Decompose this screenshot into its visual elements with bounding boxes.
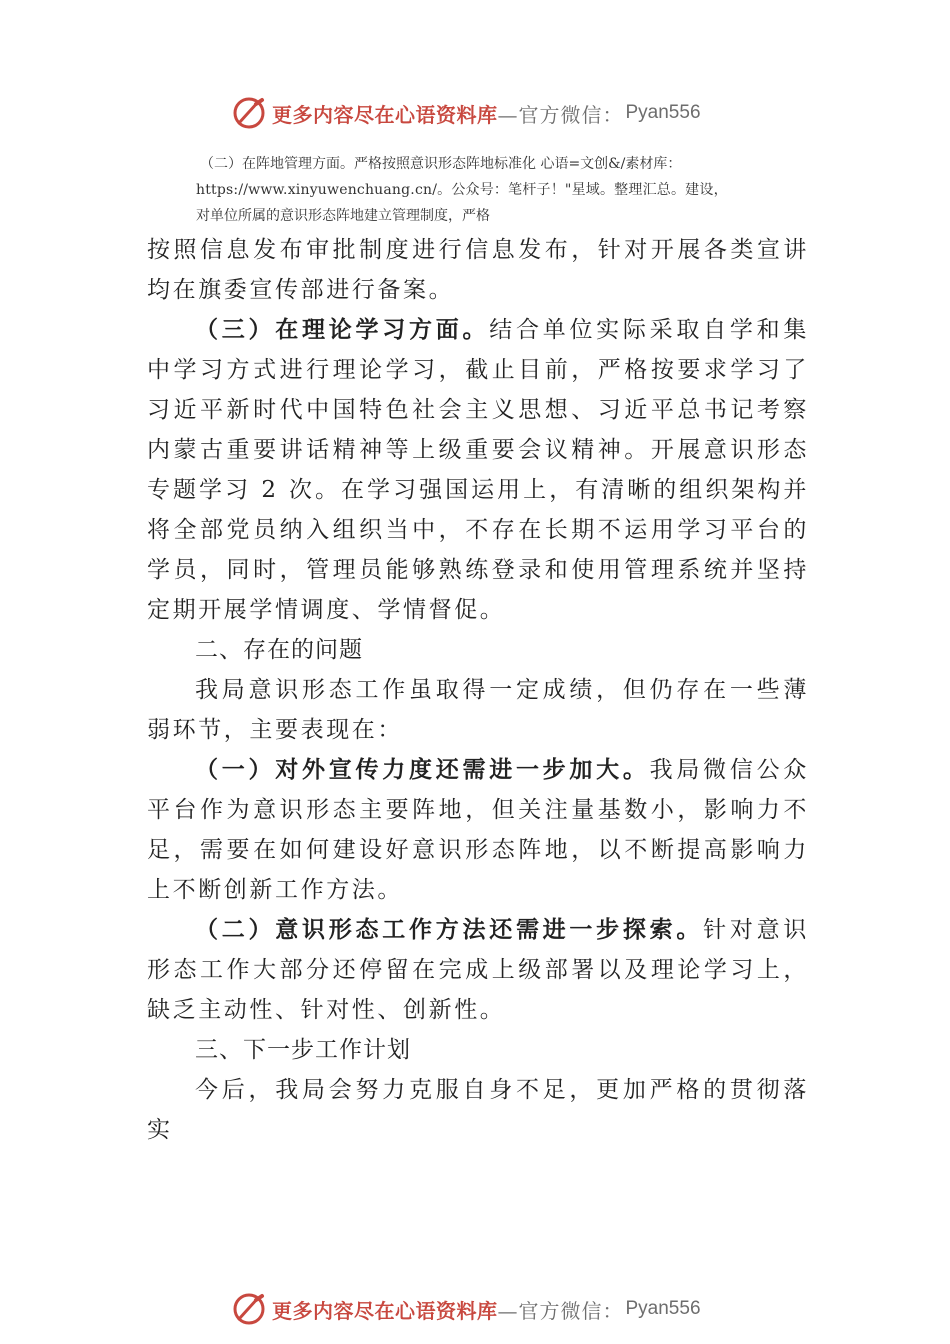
paragraph-text: 我局微信公众平台作为意识形态主要阵地，但关注量基数小，影响力不足，需要在如何建设好意识形态阵地，以不断提高影响力上不断创新工作方法。 <box>147 757 809 903</box>
section-heading-problems: 二、存在的问题 <box>195 637 363 663</box>
paragraph-heading-bold: （一）对外宣传力度还需进一步加大。 <box>195 756 650 783</box>
paragraph-problems-intro: 我局意识形态工作虽取得一定成绩，但仍存在一些薄弱环节，主要表现在： <box>147 677 809 743</box>
small-text-line-3: 对单位所属的意识形态阵地建立管理制度，严格 <box>196 208 490 224</box>
brush-logo-icon <box>232 1292 266 1326</box>
watermark-title: 更多内容尽在心语资料库 <box>272 1298 498 1323</box>
paragraph-heading-bold: （二）意识形态工作方法还需进一步探索。 <box>195 916 704 943</box>
paragraph-1: 按照信息发布审批制度进行信息发布，针对开展各类宣讲均在旗委宣传部进行备案。 <box>147 237 809 303</box>
watermark-label: —官方微信： <box>497 1298 624 1323</box>
document-body <box>147 230 809 1150</box>
watermark-header <box>232 96 701 130</box>
paragraph-heading-bold: （三）在理论学习方面。 <box>195 316 490 343</box>
watermark-wechat-id: Pyan556 <box>625 1298 701 1319</box>
paragraph-text: 结合单位实际采取自学和集中学习方式进行理论学习，截止目前，严格按要求学习了习近平新时代中国特色社会主义思想、习近平总书记考察内蒙古重要讲话精神等上级重要会议精神。开展意识形态专题学习 2 次。在学习强国运用上，有清晰的组织架构并将全部党员纳入组织当中，不存在长期不运用学习平台的学员，同时，管理员能够熟练登录和使用管理系统并坚持定期开展学情调度、学情督促。 <box>147 317 809 623</box>
watermark-title: 更多内容尽在心语资料库 <box>272 102 498 127</box>
paragraph-plan: 今后，我局会努力克服自身不足，更加严格的贯彻落实 <box>147 1077 809 1143</box>
watermark-wechat-id: Pyan556 <box>625 102 701 123</box>
brush-logo-icon <box>232 96 266 130</box>
paragraph-publicity <box>147 750 809 910</box>
paragraph-methods <box>147 910 809 1030</box>
watermark-label: —官方微信： <box>497 102 624 127</box>
small-text-line-1: （二）在阵地管理方面。严格按照意识形态阵地标准化 心语=文创&/素材库： <box>200 156 682 172</box>
watermark-footer <box>232 1292 701 1326</box>
section-heading-plan: 三、下一步工作计划 <box>195 1037 411 1063</box>
paragraph-theory-study <box>147 310 809 630</box>
small-text-line-2: https://www.xinyuwenchuang.cn/。公众号：笔杆子！"星域。整理汇总。建设， <box>196 182 728 198</box>
paragraph-text: 针对意识形态工作大部分还停留在完成上级部署以及理论学习上，缺乏主动性、针对性、创新性。 <box>147 917 809 1023</box>
